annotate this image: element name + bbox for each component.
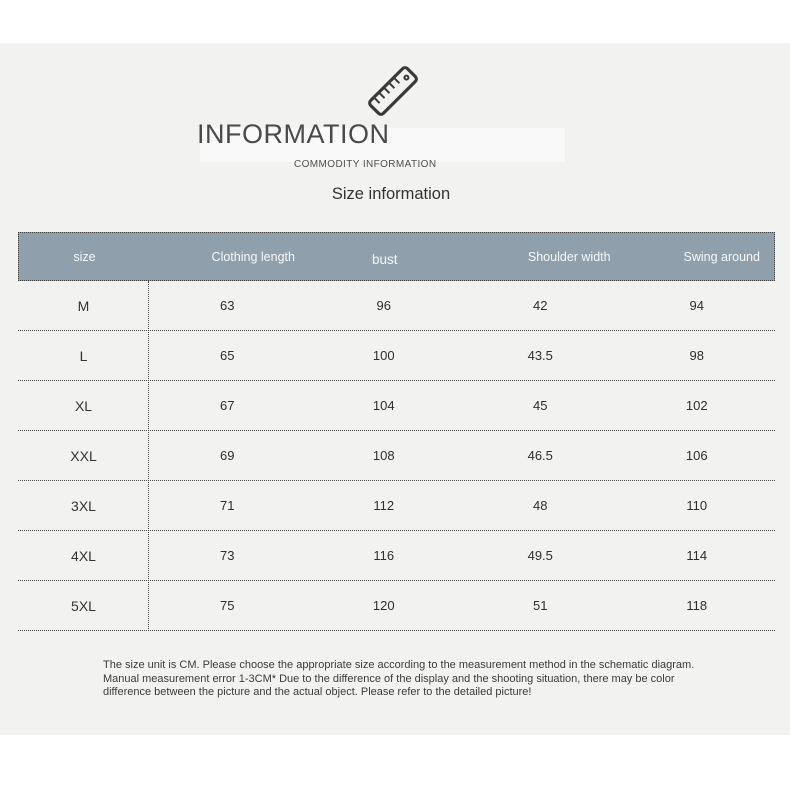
table-row <box>18 531 775 581</box>
disclaimer-line: difference between the picture and the actual object. Please refer to the detailed picture! <box>103 686 532 698</box>
value-cell: 43.5 <box>527 348 553 363</box>
column-header-label: Clothing length <box>211 249 295 264</box>
value-cell: 110 <box>686 498 708 513</box>
size-cell: M <box>77 297 90 314</box>
disclaimer-note <box>103 659 703 700</box>
value-cell: 114 <box>686 548 708 563</box>
value-cell: 94 <box>689 298 704 313</box>
column-header-label: size <box>73 249 96 264</box>
value-cell: 63 <box>220 298 235 313</box>
value-cell: 98 <box>689 348 704 363</box>
value-cell: 45 <box>533 398 548 413</box>
disclaimer-line: The size unit is CM. Please choose the appropriate size according to the measurement method in the schematic diagram. <box>103 659 695 671</box>
size-cell: L <box>79 347 88 364</box>
value-cell: 69 <box>220 448 235 463</box>
value-cell: 65 <box>220 348 235 363</box>
size-cell: XXL <box>70 447 97 464</box>
column-header-label: Swing around <box>683 249 760 264</box>
value-cell: 96 <box>376 298 391 313</box>
size-cell: 3XL <box>71 497 96 514</box>
size-table-header <box>18 232 775 281</box>
value-cell: 49.5 <box>527 548 553 563</box>
value-cell: 106 <box>685 448 708 463</box>
value-cell: 118 <box>686 598 708 613</box>
value-cell: 51 <box>533 598 548 613</box>
value-cell: 67 <box>220 398 235 413</box>
column-header-bust <box>307 233 464 280</box>
table-row <box>18 281 775 331</box>
size-column-divider <box>148 281 149 631</box>
value-cell: 116 <box>373 548 395 563</box>
value-cell: 100 <box>372 348 395 363</box>
table-row <box>18 581 775 631</box>
ruler-icon <box>358 56 428 126</box>
column-header-label: bust <box>371 252 398 267</box>
page-title: INFORMATION <box>197 119 390 149</box>
disclaimer-line: Manual measurement error 1-3CM* Due to the difference of the display and the shooting situation, there may be color <box>103 672 675 685</box>
value-cell: 75 <box>220 598 235 613</box>
column-header-size <box>19 233 150 280</box>
table-row <box>18 431 775 481</box>
value-cell: 104 <box>372 398 395 413</box>
size-cell: XL <box>74 397 93 414</box>
page-subtitle: COMMODITY INFORMATION <box>294 159 437 170</box>
section-title: Size information <box>331 185 451 203</box>
size-cell: 5XL <box>71 597 96 614</box>
column-header-label: Shoulder width <box>527 249 611 264</box>
table-row <box>18 381 775 431</box>
value-cell: 108 <box>372 448 395 463</box>
value-cell: 48 <box>533 498 548 513</box>
table-row <box>18 331 775 381</box>
size-table <box>18 232 775 631</box>
value-cell: 71 <box>220 498 235 513</box>
value-cell: 42 <box>533 298 548 313</box>
column-header-swing-around <box>620 233 777 280</box>
size-cell: 4XL <box>71 547 96 564</box>
table-row <box>18 481 775 531</box>
value-cell: 112 <box>373 498 395 513</box>
value-cell: 73 <box>220 548 235 563</box>
value-cell: 46.5 <box>527 448 553 463</box>
column-header-clothing-length <box>150 233 307 280</box>
column-header-shoulder-width <box>463 233 620 280</box>
size-table-body <box>18 281 775 631</box>
value-cell: 102 <box>685 398 708 413</box>
value-cell: 120 <box>372 598 395 613</box>
